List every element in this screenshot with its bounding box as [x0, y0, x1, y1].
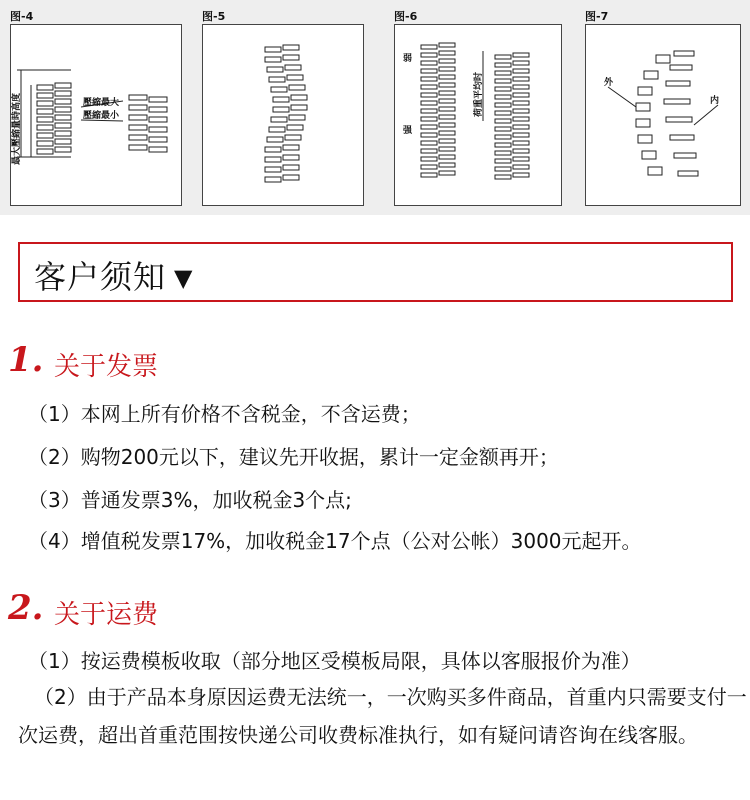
- figure-title: 图-6: [394, 10, 418, 23]
- list-item: （4）增值税发票17%，加收税金17个点（公对公帐）3000元起开。: [28, 529, 642, 553]
- figure-title: 图-5: [202, 10, 226, 23]
- notice-title: [34, 252, 193, 298]
- triangle-down-icon: ▼: [174, 264, 194, 292]
- section-number: 2.: [8, 588, 44, 628]
- notice-title-text: 客户须知: [34, 258, 167, 296]
- figure-title: 图-4: [10, 10, 34, 23]
- spring-compression-diagram: [11, 25, 181, 205]
- list-item: （1）按运费模板收取（部分地区受模板局限，具体以客服报价为准）: [28, 649, 641, 673]
- section-number: 1.: [8, 340, 44, 380]
- list-item: （3）普通发票3%，加收税金3个点;: [28, 488, 352, 512]
- spring-curve-diagram: [586, 25, 740, 205]
- spring-load-diagram: [395, 25, 561, 205]
- figure-label: 荷重平均时: [474, 71, 484, 117]
- figure-label: 壓縮最小: [83, 111, 120, 121]
- figure-6-diagram: [394, 24, 562, 206]
- list-item-text: （2）由于产品本身原因运费无法统一，一次购买多件商品，首重内只需要支付一次运费，超出首重范围按快递公司收费标准执行，如有疑问请咨询在线客服。: [18, 685, 747, 747]
- figure-label: 外: [604, 78, 614, 88]
- figure-label: 强: [403, 126, 413, 136]
- figures-strip: [0, 0, 750, 215]
- figure-label: 弱: [403, 54, 413, 64]
- figure-label: 最大壓縮量時高度: [12, 92, 22, 165]
- figure-label: 壓縮最大: [83, 98, 120, 108]
- figure-title: 图-7: [585, 10, 609, 23]
- figure-4-diagram: [10, 24, 182, 206]
- list-item-paragraph: [18, 678, 748, 754]
- spring-bending-diagram: [203, 25, 363, 205]
- list-item: （1）本网上所有价格不含税金，不含运费；: [28, 402, 421, 426]
- list-item: （2）购物200元以下，建议先开收据，累计一定金额再开；: [28, 445, 559, 469]
- section-title: 关于发票: [54, 352, 159, 382]
- section-title: 关于运费: [54, 600, 159, 630]
- figure-7-diagram: [585, 24, 741, 206]
- customer-notice-box: [18, 242, 733, 302]
- figure-5-diagram: [202, 24, 364, 206]
- figure-label: 内: [710, 96, 720, 106]
